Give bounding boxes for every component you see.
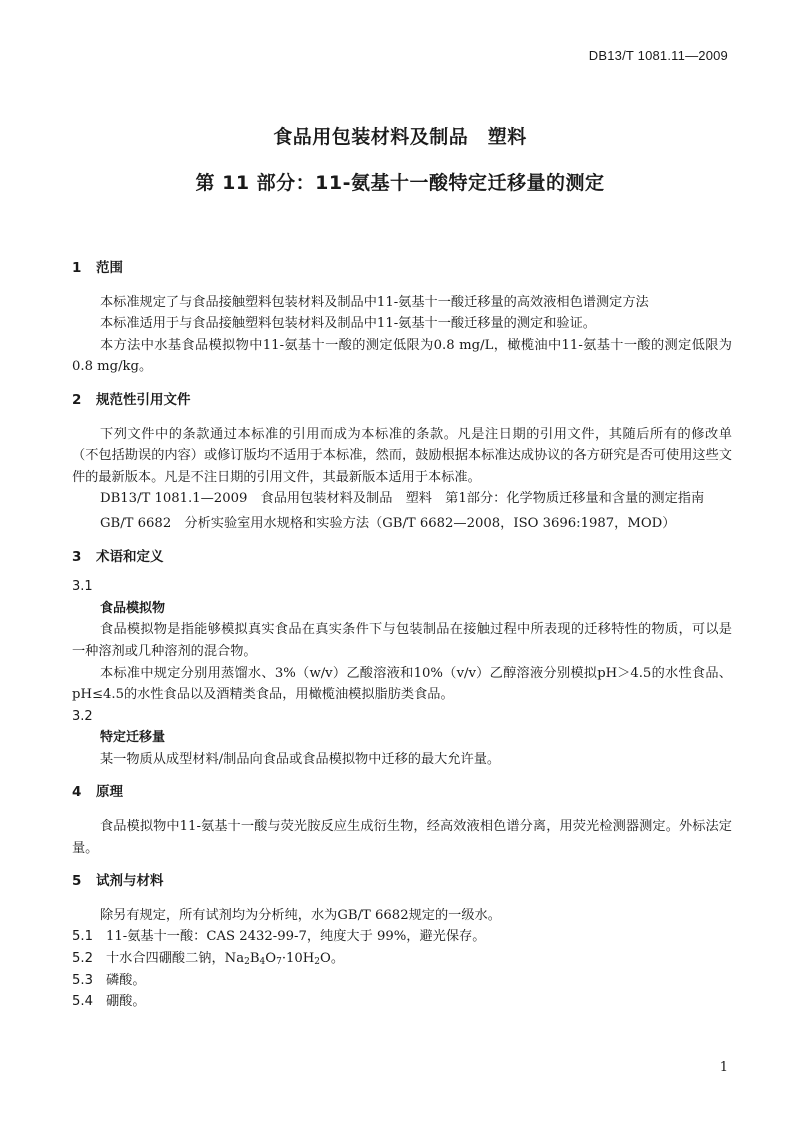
item-text: 磷酸。 [106, 972, 146, 988]
document-body [72, 258, 732, 1013]
section-title: 范围 [96, 260, 123, 276]
document-title-main: 食品用包装材料及制品 塑料 [273, 126, 527, 148]
section-title: 术语和定义 [96, 548, 164, 565]
term-note: 本标准中规定分别用蒸馏水、3%（w/v）乙酸溶液和10%（v/v）乙醇溶液分别模拟pH＞4.5的水性食品、pH≤4.5的水性食品以及酒精类食品，用橄榄油模拟脂肪类食品。 [72, 665, 732, 703]
section-number: 2 [72, 391, 82, 408]
section-number: 1 [72, 260, 82, 276]
page-number: 1 [719, 1060, 728, 1075]
section-heading-principle [72, 782, 732, 804]
paragraph: 本标准适用于与食品接触塑料包装材料及制品中11-氨基十一酸迁移量的测定和验证。 [100, 316, 596, 332]
paragraph: 食品模拟物中11-氨基十一酸与荧光胺反应生成衍生物，经高效液相色谱分离，用荧光检测器测定。外标法定量。 [72, 819, 732, 856]
reagent-item [72, 926, 732, 948]
reference-item: GB/T 6682 分析实验室用水规格和实验方法（GB/T 6682—2008，ISO 3696:1987，MOD） [100, 515, 676, 531]
item-number: 5.2 [72, 951, 93, 967]
term-definition: 某一物质从成型材料/制品向食品或食品模拟物中迁移的最大允许量。 [100, 751, 501, 767]
paragraph: 本标准规定了与食品接触塑料包装材料及制品中11-氨基十一酸迁移量的高效液相色谱测定方法 [100, 294, 649, 310]
item-number: 5.4 [72, 994, 93, 1010]
reference-item: DB13/T 1081.1—2009 食品用包装材料及制品 塑料 第1部分：化学物质迁移量和含量的测定指南 [100, 491, 705, 507]
paragraph: 本方法中水基食品模拟物中11-氨基十一酸的测定低限为0.8 mg/L，橄榄油中11-氨基十一酸的测定低限为0.8 mg/kg。 [72, 337, 732, 375]
item-text: 十水合四硼酸二钠，$Na_2B_4O_7\cdot 10H_2O$。 [106, 951, 345, 968]
reagent-item [72, 991, 732, 1013]
section-number: 5 [72, 873, 82, 890]
section-title: 试剂与材料 [96, 873, 164, 890]
section-heading-terms [72, 547, 732, 569]
term-name: 食品模拟物 [100, 600, 166, 616]
item-number: 5.3 [72, 972, 93, 988]
reagent-item [72, 970, 732, 992]
term-number: 3.2 [72, 708, 93, 724]
reagent-item [72, 948, 732, 970]
section-heading-references [72, 390, 732, 412]
section-number: 4 [72, 784, 82, 801]
term-number: 3.1 [72, 579, 93, 595]
term-definition: 食品模拟物是指能够模拟真实食品在真实条件下与包装制品在接触过程中所表现的迁移特性的物质，可以是一种溶剂或几种溶剂的混合物。 [72, 622, 732, 659]
item-text: 11-氨基十一酸：CAS 2432-99-7，纯度大于 99%，避光保存。 [106, 929, 486, 945]
document-title-part: 第 11 部分：11-氨基十一酸特定迁移量的测定 [195, 172, 605, 194]
section-number: 3 [72, 548, 82, 565]
section-title: 原理 [96, 784, 123, 801]
section-title: 规范性引用文件 [96, 391, 191, 408]
standard-code: DB13/T 1081.11—2009 [588, 48, 728, 63]
paragraph: 除另有规定，所有试剂均为分析纯，水为GB/T 6682规定的一级水。 [100, 907, 501, 923]
section-heading-scope [72, 258, 732, 280]
paragraph: 下列文件中的条款通过本标准的引用而成为本标准的条款。凡是注日期的引用文件，其随后所有的修改单（不包括勘误的内容）或修订版均不适用于本标准，然而，鼓励根据本标准达成协议的各方研究是否可使用这些文件的最新版本。凡是不注日期的引用文件，其最新版本适用于本标准。 [72, 426, 732, 485]
term-name: 特定迁移量 [100, 730, 166, 746]
section-heading-reagents [72, 871, 732, 893]
item-number: 5.1 [72, 929, 93, 945]
item-text: 硼酸。 [106, 994, 146, 1010]
